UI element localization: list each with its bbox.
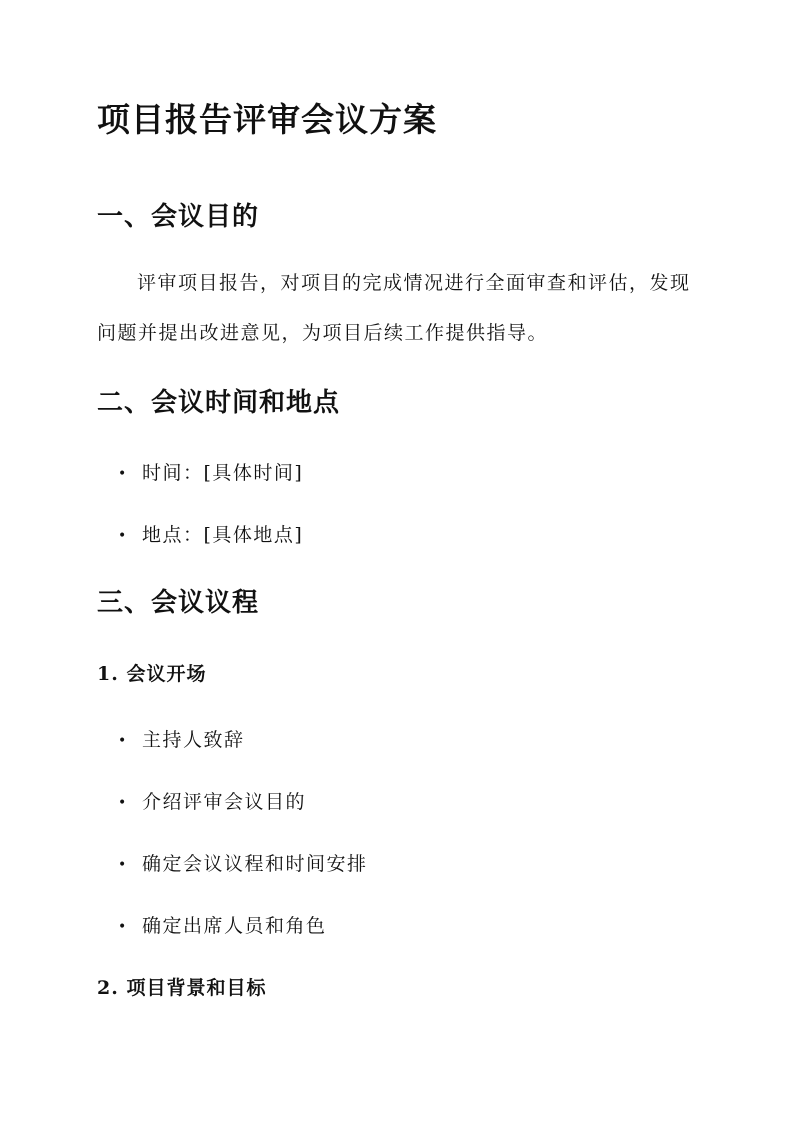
list-item-time — [118, 458, 303, 485]
bullet-icon: • — [118, 795, 128, 811]
list-item-location — [118, 520, 303, 547]
bullet-icon: • — [118, 919, 128, 935]
subsection-heading-background: 2. 项目背景和目标 — [97, 977, 267, 999]
bullet-icon: • — [118, 733, 128, 749]
list-item — [118, 787, 306, 814]
list-item-text: 介绍评审会议目的 — [142, 791, 307, 813]
section-heading-purpose: 一、会议目的 — [97, 202, 260, 232]
section-paragraph-purpose: 评审项目报告，对项目的完成情况进行全面审查和评估，发现问题并提出改进意见，为项目后续工作提供指导。 — [97, 272, 691, 344]
list-item — [118, 911, 327, 938]
section-heading-time-location: 二、会议时间和地点 — [97, 388, 341, 418]
bullet-icon: • — [118, 466, 128, 482]
bullet-icon: • — [118, 857, 128, 873]
list-item — [118, 849, 368, 876]
list-item-text: 确定出席人员和角色 — [142, 915, 327, 937]
subsection-heading-opening: 1. 会议开场 — [97, 663, 207, 685]
section-heading-agenda: 三、会议议程 — [97, 588, 260, 618]
list-item — [118, 725, 245, 752]
list-item-text: 主持人致辞 — [142, 729, 245, 751]
bullet-icon: • — [118, 528, 128, 544]
list-item-text: 确定会议议程和时间安排 — [142, 853, 368, 875]
list-item-text: 地点：[具体地点] — [142, 524, 304, 546]
list-item-text: 时间：[具体时间] — [142, 462, 304, 484]
document-title: 项目报告评审会议方案 — [97, 100, 437, 139]
